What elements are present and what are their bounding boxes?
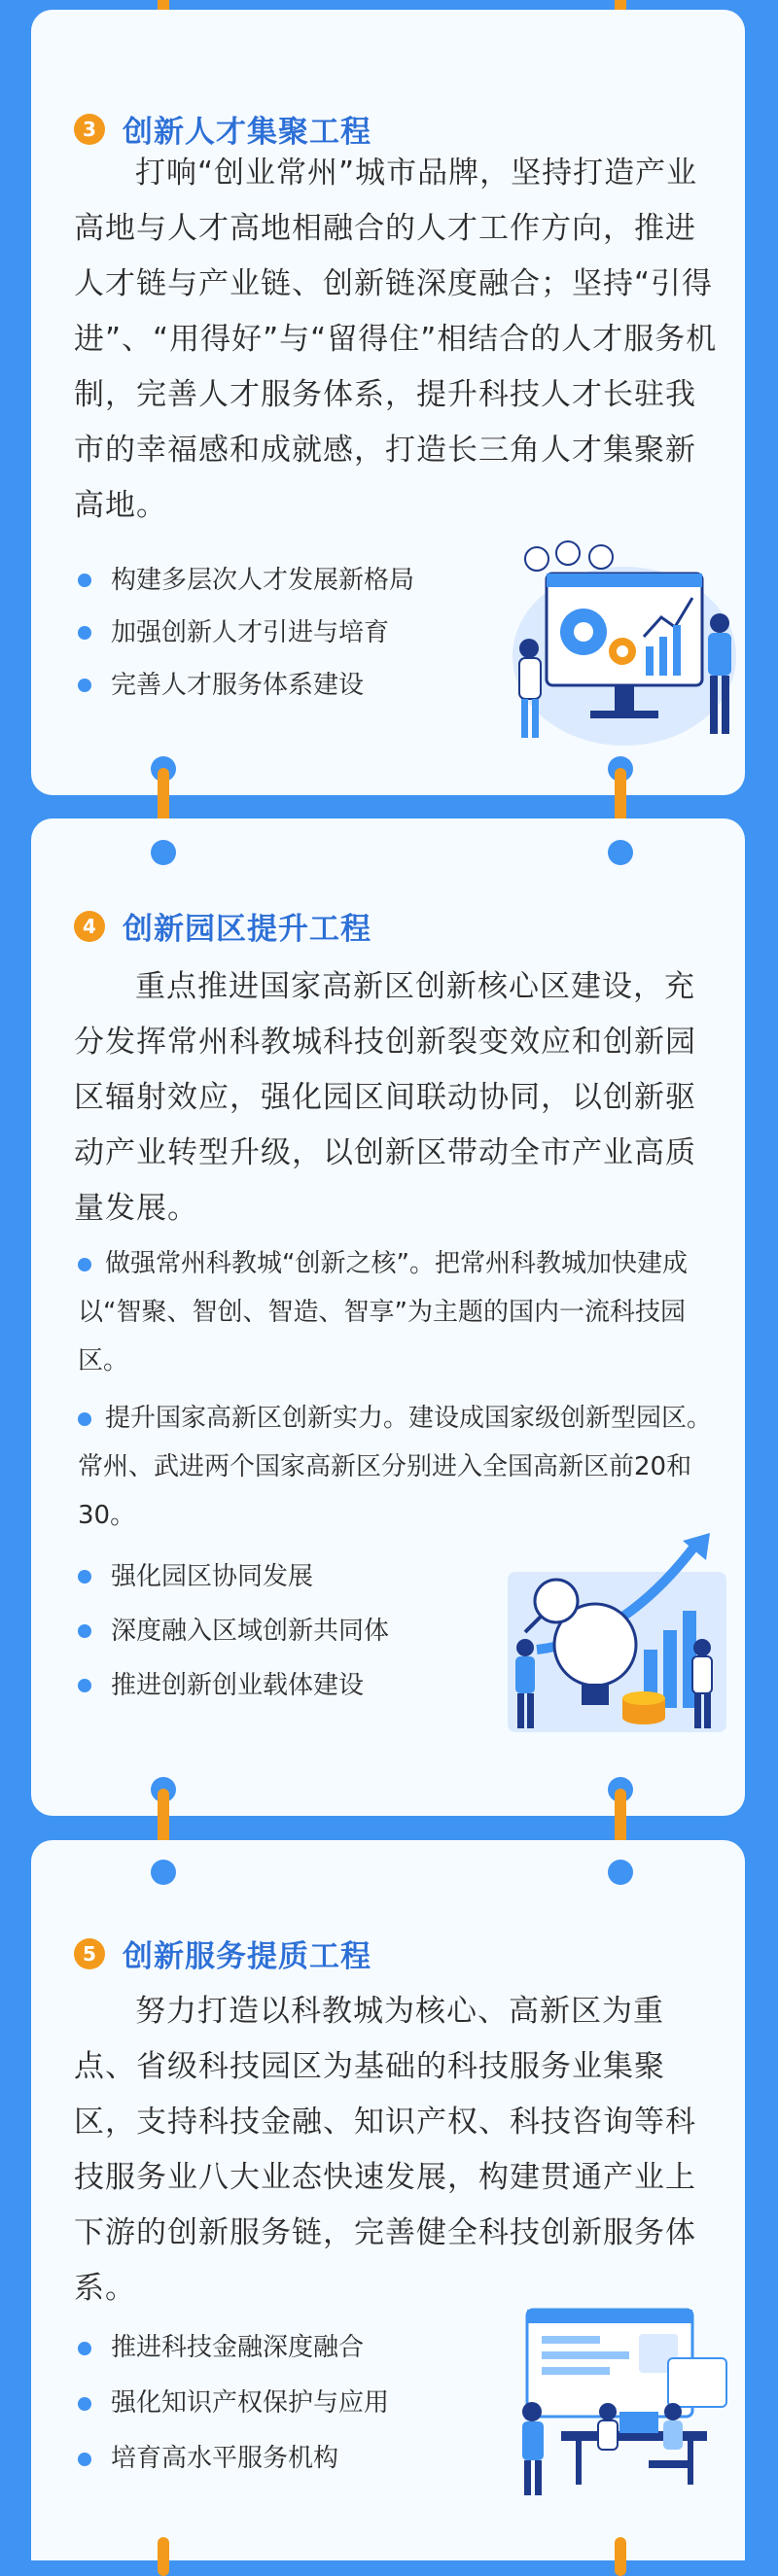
section-body: 重点推进国家高新区创新核心区建设，充分发挥常州科教城科技创新裂变效应和创新园区辐射效应，强化园区间联动协同，以创新驱动产业转型升级，以创新区带动全市产业高质量发展。	[74, 969, 696, 1226]
section-title: 创新人才集聚工程	[123, 115, 371, 150]
section-heading	[74, 1932, 371, 1975]
section-title: 创新服务提质工程	[123, 1939, 371, 1974]
section-number-badge: 4	[74, 911, 105, 942]
list-item: 推进科技金融深度融合	[78, 2320, 389, 2376]
section-body: 打响“创业常州”城市品牌，坚持打造产业高地与人才高地相融合的人才工作方向，推进人才链与产业链、创新链深度融合；坚持“引得进”、“用得好”与“留得住”相结合的人才服务机制，完善人才服务体系，提升科技人才长驻我市的幸福感和成就感，打造长三角人才集聚新高地。	[74, 156, 718, 523]
binder-hole	[608, 1860, 633, 1885]
list-item: 强化园区协同发展	[78, 1549, 389, 1604]
section-body: 努力打造以科教城为核心、高新区为重点、省级科技园区为基础的科技服务业集聚区，支持科技金融、知识产权、科技咨询等科技服务业八大业态快速发展，构建贯通产业上下游的创新服务链，完善健全科技创新服务体系。	[74, 1994, 696, 2306]
list-item: 构建多层次人才发展新格局	[78, 554, 414, 607]
bullet-dot	[78, 1412, 91, 1426]
binder-ring	[158, 2537, 169, 2576]
list-item: 深度融入区域创新共同体	[78, 1604, 389, 1658]
binder-hole	[151, 1860, 176, 1885]
list-item	[78, 1394, 731, 1540]
list-item-text: 做强常州科教城“创新之核”。把常州科教城加快建成以“智聚、智创、智造、智享”为主题的国内一流科技园区。	[78, 1249, 688, 1375]
section-heading	[74, 107, 371, 151]
bullet-list	[78, 554, 414, 712]
list-item	[78, 1239, 731, 1385]
list-item: 完善人才服务体系建设	[78, 659, 414, 712]
bullet-dot	[78, 1258, 91, 1271]
section-card-5	[31, 1840, 745, 2560]
section-number-badge: 3	[74, 114, 105, 145]
section-card-3	[31, 10, 745, 795]
section-title: 创新园区提升工程	[123, 912, 371, 947]
section-card-4	[31, 818, 745, 1816]
section-heading	[74, 904, 371, 948]
list-item: 加强创新人才引进与培育	[78, 607, 414, 659]
innovation-illustration	[498, 1533, 731, 1737]
talent-illustration	[508, 540, 741, 748]
service-illustration	[503, 2305, 736, 2499]
list-item: 培育高水平服务机构	[78, 2431, 389, 2487]
bullet-list	[78, 1549, 389, 1713]
binder-hole	[151, 840, 176, 865]
bullet-list	[78, 2320, 389, 2487]
section-number-badge: 5	[74, 1938, 105, 1969]
binder-ring	[615, 2537, 626, 2576]
binder-hole	[608, 840, 633, 865]
list-item: 强化知识产权保护与应用	[78, 2376, 389, 2431]
list-item-text: 提升国家高新区创新实力。建设成国家级创新型园区。常州、武进两个国家高新区分别进入全国高新区前20和30。	[78, 1404, 713, 1530]
list-item: 推进创新创业载体建设	[78, 1658, 389, 1713]
